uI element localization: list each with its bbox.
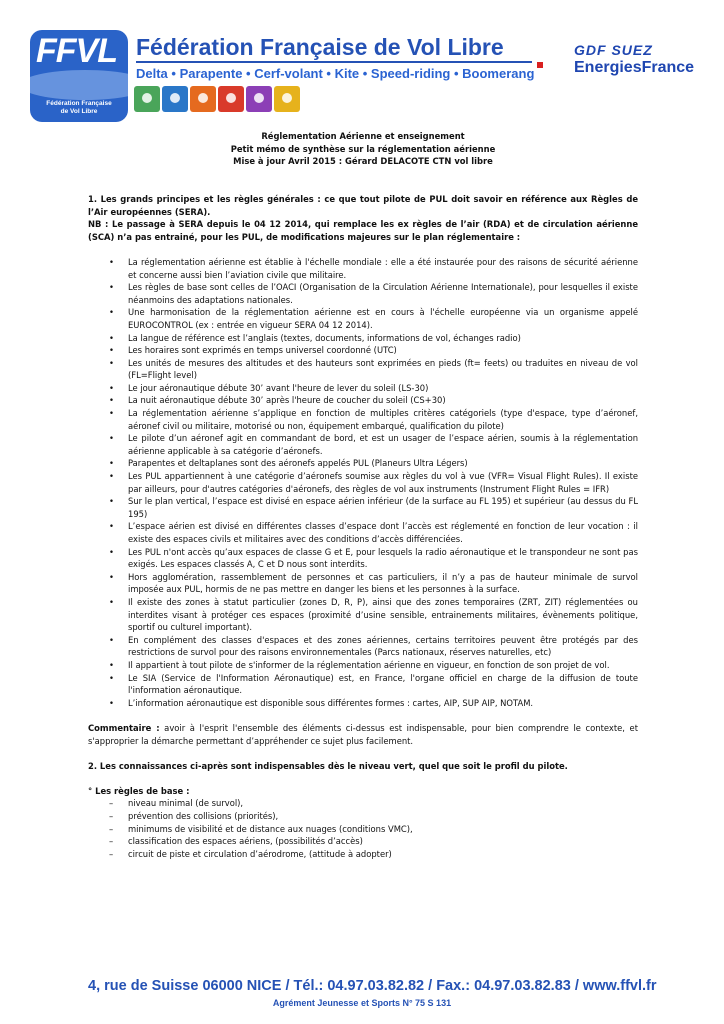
list-item — [88, 797, 638, 810]
list-item-text: prévention des collisions (priorités), — [128, 811, 279, 822]
list-item-text: Les horaires sont exprimés en temps universel coordonné (UTC) — [128, 345, 397, 356]
list-item-text: classification des espaces aériens, (possibilités d’accès) — [128, 836, 363, 847]
dash-mark: – — [109, 798, 114, 809]
section-1-note: NB : Le passage à SERA depuis le 04 12 2014, qui remplace les ex règles de l’air (RDA) et de circulation aérienne (SCA) n’a pas entrainé, pour les PUL, de modifications majeures sur le plan réglementaire : — [88, 219, 638, 242]
ffvl-logo — [30, 30, 128, 122]
list-item-text: La nuit aéronautique débute 30’ après l'heure de coucher du soleil (CS+30) — [128, 395, 446, 406]
list-item-text: Les unités de mesures des altitudes et des hauteurs sont exprimées en pieds (ft= feets) ou traduites en niveau de vol (FL=Flight level) — [128, 357, 638, 381]
bullet-mark: • — [109, 458, 114, 469]
list-item-text: Le jour aéronautique débute 30’ avant l'heure de lever du soleil (LS-30) — [128, 382, 429, 393]
bullet-mark: • — [109, 357, 114, 368]
list-item — [88, 281, 638, 306]
list-item-text: La réglementation aérienne est établie à l'échelle mondiale : elle a été instaurée pour des raisons de sécurité aérienne et concerne aussi bien l’aviation civile que militaire. — [128, 256, 638, 280]
bullet-mark: • — [109, 659, 114, 670]
bullet-mark: • — [109, 697, 114, 708]
list-item — [88, 571, 638, 596]
dash-mark: – — [109, 848, 114, 859]
base-rules-list — [88, 797, 638, 860]
bullet-mark: • — [109, 408, 114, 419]
list-item-text: Sur le plan vertical, l’espace est divisé en espace aérien inférieur (de la surface au FL 195) et supérieur (au dessus du FL 195) — [128, 496, 638, 519]
footer-address: 4, rue de Suisse 06000 NICE / Tél.: 04.97.03.82.82 / Fax.: 04.97.03.82.83 / www.ffvl.fr — [88, 978, 657, 994]
list-item — [88, 357, 638, 382]
list-item — [88, 835, 638, 848]
logo-caption-line1: Fédération Française — [46, 100, 112, 107]
logo-letters: FFVL — [36, 32, 117, 70]
bullet-mark: • — [109, 521, 114, 532]
bullet-mark: • — [109, 672, 114, 683]
heading-line-3: Mise à jour Avril 2015 : Gérard DELACOTE CTN vol libre — [233, 156, 493, 167]
bullet-mark: • — [109, 634, 114, 645]
list-item — [88, 256, 638, 281]
delta-icon — [134, 86, 160, 112]
dash-mark: – — [109, 811, 114, 822]
list-item-text: Il existe des zones à statut particulier (zones D, R, P), ainsi que des zones temporaires (ZRT, ZIT) réglementées ou interdites visant à protéger ces espaces (proximité d’usine sensible, entrainements militaires, évènements politique, sportif ou culturel important). — [128, 596, 638, 633]
letterhead — [0, 0, 724, 130]
logo-swoosh — [30, 70, 128, 100]
bullet-mark: • — [109, 345, 114, 356]
list-item — [88, 382, 638, 395]
section-1-title: 1. Les grands principes et les règles générales : ce que tout pilote de PUL doit savoir en référence aux Règles de l’Air européennes (SERA). — [88, 193, 638, 217]
section-2-title: 2. Les connaissances ci-après sont indispensables dès le niveau vert, quel que soit le profil du pilote. — [88, 760, 568, 771]
list-item — [88, 520, 638, 545]
red-square-mark — [537, 62, 543, 68]
logo-caption-line2: de Vol Libre — [60, 108, 98, 115]
bullet-mark: • — [109, 571, 114, 582]
dash-mark: – — [109, 823, 114, 834]
list-item-text: Le pilote d’un aéronef agit en commandant de bord, et est un usager de l’espace aérien, soumis à la réglementation aérienne applicable à sa catégorie d’aéronefs. — [128, 433, 638, 456]
bullet-mark: • — [109, 496, 114, 507]
list-item-text: En complément des classes d'espaces et des zones aériennes, certains territoires peuvent être protégés par des restrictions de survol pour des raisons environnementales (Parcs nationaux, réserves naturelles, etc) — [128, 634, 638, 658]
list-item-text: minimums de visibilité et de distance aux nuages (conditions VMC), — [128, 823, 413, 834]
list-item-text: Les PUL appartiennent à une catégorie d’aéronefs soumise aux règles du vol à vue (VFR= Visual Flight Rules). Il existe par ailleurs, pour d'autres catégories d'aéronefs, des règles de vol aux instruments (Instrument Flight Rules = IFR) — [128, 471, 638, 494]
paraglider-icon — [162, 86, 188, 112]
list-item — [88, 823, 638, 836]
list-item — [88, 470, 638, 495]
document-heading — [88, 130, 638, 168]
list-item-text: Hors agglomération, rassemblement de personnes et cas particuliers, il n’y a pas de hauteur minimale de survol imposée aux PUL, hormis de ne pas mettre en danger les biens et les personnes à la surface. — [128, 571, 638, 595]
commentaire-text: avoir à l'esprit l'ensemble des éléments ci-dessus est indispensable, pour bien comprendre le contexte, et s'approprier la démarche permettant d’appréhender ce sujet plus facilement. — [88, 722, 638, 746]
list-item-text: Les règles de base sont celles de l’OACI (Organisation de la Circulation Aérienne Internationale), pour lesquelles il existe néanmoins des adaptations nationales. — [128, 282, 638, 305]
list-item-text: circuit de piste et circulation d’aérodrome, (attitude à adopter) — [128, 848, 392, 859]
footer-agrement: Agrément Jeunesse et Sports N° 75 S 131 — [272, 998, 452, 1008]
list-item — [88, 457, 638, 470]
commentaire-label: Commentaire : — [88, 722, 160, 733]
list-item — [88, 495, 638, 520]
bullet-mark: • — [109, 282, 114, 293]
bullet-mark: • — [109, 256, 114, 267]
list-item-text: Les PUL n'ont accès qu’aux espaces de classe G et E, pour lesquels la radio aéronautique et le transpondeur ne sont pas exigés. Les espaces classés A, C et D nous sont interdits. — [128, 546, 638, 570]
list-item — [88, 332, 638, 345]
logo-caption — [30, 100, 128, 116]
bullet-mark: • — [109, 382, 114, 393]
bullet-mark: • — [109, 332, 114, 343]
bullet-mark: • — [109, 471, 114, 482]
bullet-mark: • — [109, 307, 114, 318]
list-item — [88, 672, 638, 697]
list-item — [88, 848, 638, 861]
list-item — [88, 394, 638, 407]
kite-surf-icon — [218, 86, 244, 112]
bullet-mark: • — [109, 596, 114, 607]
title-divider — [136, 61, 532, 63]
base-rules-title: ° Les règles de base : — [88, 785, 190, 796]
bullet-mark: • — [109, 546, 114, 557]
list-item-text: Parapentes et deltaplanes sont des aéronefs appelés PUL (Planeurs Ultra Légers) — [128, 458, 468, 469]
list-item — [88, 596, 638, 634]
kite-icon — [190, 86, 216, 112]
list-item-text: Une harmonisation de la réglementation aérienne est en cours à l'échelle européenne via un organisme appelé EUROCONTROL (ex : entrée en vigueur SERA 04 12 2014). — [128, 307, 638, 330]
speed-riding-icon — [246, 86, 272, 112]
list-item — [88, 344, 638, 357]
list-item — [88, 432, 638, 457]
list-item — [88, 407, 638, 432]
bullet-mark: • — [109, 395, 114, 406]
bullet-mark: • — [109, 433, 114, 444]
commentaire-paragraph — [88, 722, 638, 747]
list-item — [88, 810, 638, 823]
sponsor-line1: GDF SUEZ — [574, 42, 653, 58]
dash-mark: – — [109, 836, 114, 847]
federation-title: Fédération Française de Vol Libre — [136, 34, 504, 60]
sponsor-logo — [574, 42, 694, 78]
list-item-text: L’espace aérien est divisé en différentes classes d’espace dont l’accès est réglementé en fonction de leur vocation : il existe des espaces civils et militaires avec des conditions d’accès différenciées. — [128, 521, 638, 544]
principles-list — [88, 256, 638, 709]
list-item — [88, 697, 638, 710]
list-item-text: Il appartient à tout pilote de s'informer de la réglementation aérienne en vigueur, en fonction de son projet de vol. — [128, 659, 610, 670]
list-item — [88, 634, 638, 659]
list-item — [88, 306, 638, 331]
list-item-text: La réglementation aérienne s’applique en fonction de multiples critères catégoriels (type d'espace, type d’aéronef, aéronef civil ou militaire, motorisé ou non, équipement embarqué, qualification du pilote) — [128, 408, 638, 431]
list-item-text: Le SIA (Service de l'Information Aéronautique) est, en France, l'organe officiel en charge de la diffusion de toute l'information aéronautique. — [128, 672, 638, 696]
list-item — [88, 546, 638, 571]
list-item-text: niveau minimal (de survol), — [128, 798, 244, 809]
activities-line: Delta • Parapente • Cerf-volant • Kite • Speed-riding • Boomerang — [136, 66, 535, 81]
boomerang-icon — [274, 86, 300, 112]
sponsor-line2: EnergiesFrance — [574, 59, 695, 76]
document-body — [88, 128, 638, 860]
heading-line-2: Petit mémo de synthèse sur la réglementation aérienne — [230, 143, 496, 154]
list-item-text: L’information aéronautique est disponible sous différentes formes : cartes, AIP, SUP AIP, NOTAM. — [128, 697, 534, 708]
list-item — [88, 659, 638, 672]
list-item-text: La langue de référence est l’anglais (textes, documents, informations de vol, échanges radio) — [128, 332, 521, 343]
heading-line-1: Réglementation Aérienne et enseignement — [261, 131, 465, 141]
